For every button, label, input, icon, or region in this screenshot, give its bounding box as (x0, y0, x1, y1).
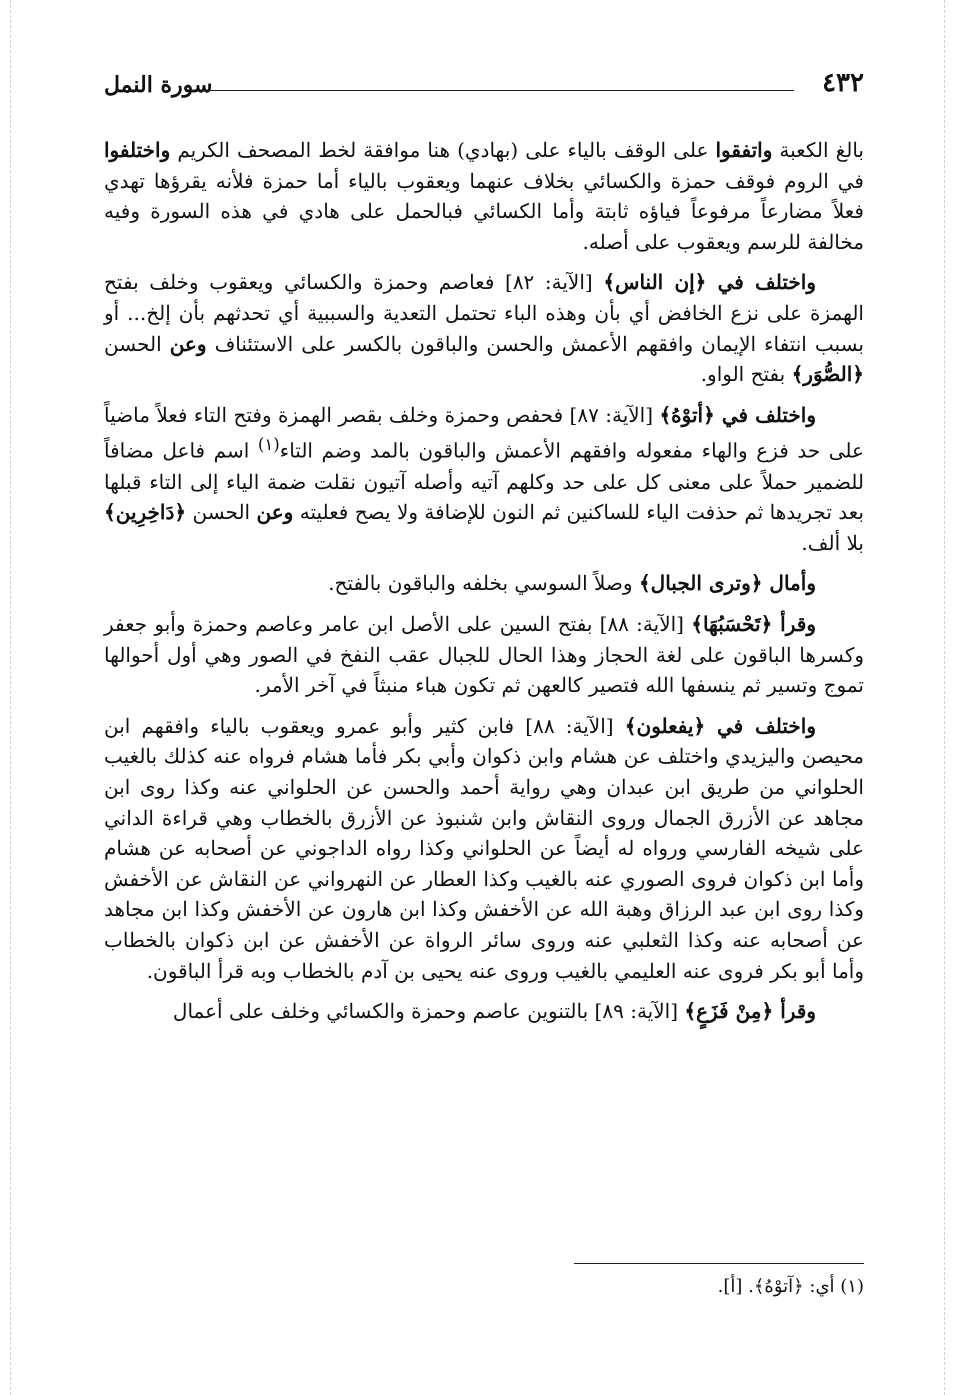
text-run: بفتح الواو. (700, 362, 792, 387)
keyword-text: ﴿دَاخِرِين﴾ (104, 500, 187, 525)
text-run: بلا ألف. (801, 530, 864, 555)
footnote: (١) أي: ﴿آتوْهُ﴾. [أ]. (717, 1276, 864, 1297)
keyword-text: وأمال ﴿وترى الجبال﴾ (638, 571, 816, 596)
page-number: ٤٣٢ (822, 68, 864, 98)
text-run: وصلاً السوسي بخلفه والباقون بالفتح. (328, 571, 639, 596)
header-rule (200, 90, 794, 91)
keyword-text: واختلفوا (104, 138, 171, 162)
keyword-text: وقرأ ﴿تَحْسَبُهَا﴾ (691, 611, 816, 636)
keyword-text: ﴿الصُّوَر﴾ (791, 362, 864, 387)
keyword-text: واختلف في ﴿إن الناس﴾ (603, 270, 816, 295)
keyword-text: واختلف في ﴿يفعلون﴾ (624, 713, 816, 738)
text-run: [الآية: ٨٢] فعاصم وحمزة والكسائي ويعقوب وخلف بفتح الهمزة على نزع الخافض أي بأن وهذه الباء تحتمل التعدية والسببية أي تحدثهم بأن إلخ... أو بسبب انتفاء الإيمان وافقهم الأعمش والحسن والباقون بالكسر على الاستئناف (104, 270, 864, 356)
scan-edge-line (944, 0, 945, 1395)
page-header (104, 66, 864, 106)
paragraph (104, 711, 864, 986)
footnote-separator (574, 1263, 864, 1264)
keyword-text: وعن (169, 331, 207, 356)
text-run: على الوقف بالياء على (بهادي) هنا موافقة لخط المصحف الكريم (170, 138, 716, 162)
text-run: بالغ الكعبة (772, 138, 864, 162)
text-run: في الروم فوقف حمزة والكسائي بخلاف عنهما ويعقوب بالياء أما حمزة فلأنه يقرؤها تهدي فعلاً مضارعاً مرفوعاً فياؤه ثابتة وأما الكسائي فبالحمل على هادي في هذه السورة وفيه مخالفة للرسم ويعقوب على أصله. (104, 168, 864, 254)
text-run: [الآية: ٨٨] فابن كثير وأبو عمرو ويعقوب بالياء وافقهم ابن محيصن واليزيدي واختلف عن هشام وابن ذكوان وأبي بكر فأما هشام فرواه عنه كذلك بالغيب الحلواني من طريق ابن عبدان وهي رواية أحمد والحسن عن الحلواني عنه وكذا روى ابن مجاهد عن الأزرق الجمال وروى النقاش وابن شنبوذ عن الأزرق بالخطاب وهي قراءة الداني على شيخه الفارسي ورواه له أيضاً عن الحلواني وكذا رواه الداجوني عن أصحابه عن هشام وأما ابن ذكوان فروى الصوري عنه بالغيب وكذا العطار عن النهرواني عن النقاش عن الأخفش وكذا روى ابن عبد الرزاق وهبة الله عن الأخفش وكذا ابن هارون عن الأخفش وكذا ابن مجاهد عن أصحابه عنه وكذا الثعلبي عنه وروى سائر الرواة عن الأخفش عن ابن ذكوان بالخطاب وأما أبو بكر فروى عنه العليمي بالغيب وروى عنه يحيى بن آدم بالخطاب وبه قرأ الباقون. (104, 713, 864, 983)
text-run: [الآية: ٨٧] فحفص وحمزة وخلف بقصر الهمزة وفتح التاء فعلاً ماضياً على حد فزع والهاء مفعوله وافقهم الأعمش والباقون بالمد وضم التاء (104, 402, 864, 463)
footnote-marker: (١) (257, 435, 280, 455)
text-run: [الآية: ٨٩] بالتنوين عاصم وحمزة والكسائي وخلف على أعمال (172, 999, 685, 1024)
main-text (104, 135, 864, 1037)
surah-title: سورة النمل (104, 72, 213, 98)
paragraph (104, 996, 864, 1027)
keyword-text: واتفقوا (715, 138, 773, 162)
paragraph (104, 400, 864, 559)
keyword-text: وعن (256, 500, 294, 525)
paragraph (104, 609, 864, 701)
keyword-text: وقرأ ﴿مِنْ فَزَعٍ﴾ (684, 999, 816, 1024)
text-run: [الآية: ٨٨] بفتح السين على الأصل ابن عامر وعاصم وحمزة وأبو جعفر وكسرها الباقون على لغة الحجاز وهذا الحال للجبال عقب النفخ في الصور وهي أول أحوالها تموج وتسير ثم ينسفها الله فتصير كالعهن ثم تكون هباء منبثاً في آخر الأمر. (104, 611, 865, 698)
text-run: الحسن (104, 331, 170, 356)
paragraph (104, 135, 864, 257)
paragraph (104, 267, 864, 389)
paragraph (104, 568, 864, 599)
text-run: اسم فاعل مضافاً للضمير حملاً على معنى كل على حد وكلهم آتيه وأصله آتيون نقلت ضمة الياء إلى التاء قبلها بعد تجريدها ثم حذفت الياء للساكنين ثم النون للإضافة ولا يصح فعليته (104, 439, 864, 525)
text-run: الحسن (186, 500, 257, 525)
keyword-text: واختلف في ﴿أتوْهُ﴾ (659, 402, 817, 427)
scan-edge-line (10, 0, 11, 1395)
